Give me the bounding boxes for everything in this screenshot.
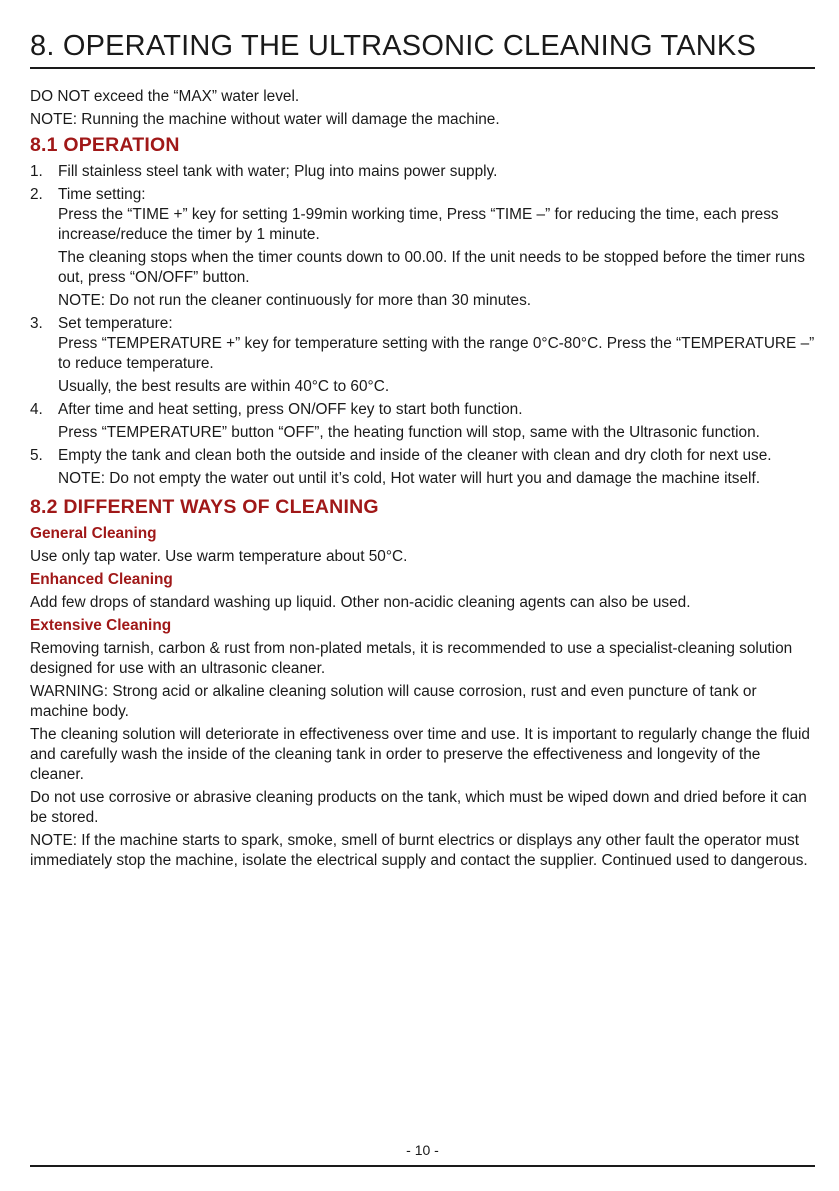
enhanced-text: Add few drops of standard washing up liquid. Other non-acidic cleaning agents can also be used. <box>30 594 691 611</box>
note-text: NOTE: If the machine starts to spark, smoke, smell of burnt electrics or displays any other fault the operator must immediately stop the machine, isolate the electrical supply and contact the supplier. Continued used to dangerous. <box>30 832 808 869</box>
extensive-text: Do not use corrosive or abrasive cleaning products on the tank, which must be wiped down and dried before it can be stored. <box>30 789 807 826</box>
top-divider <box>30 67 815 69</box>
step-number: 5. <box>30 447 43 464</box>
page-title: 8. OPERATING THE ULTRASONIC CLEANING TANKS <box>30 30 757 62</box>
step-number: 3. <box>30 315 43 332</box>
page-number: - 10 - <box>406 1142 439 1158</box>
step-note: NOTE: Do not run the cleaner continuously for more than 30 minutes. <box>58 292 532 309</box>
step-text: Empty the tank and clean both the outside and inside of the cleaner with clean and dry cloth for next use. <box>58 447 772 464</box>
step-2 <box>30 185 815 311</box>
step-text: Press “TEMPERATURE” button “OFF”, the heating function will stop, same with the Ultrasonic function. <box>58 424 760 441</box>
warning-text: WARNING: Strong acid or alkaline cleaning solution will cause corrosion, rust and even puncture of tank or machine body. <box>30 683 757 720</box>
extensive-text: Removing tarnish, carbon & rust from non-plated metals, it is recommended to use a specialist-cleaning solution designed for use with an ultrasonic cleaner. <box>30 640 793 677</box>
intro-note: NOTE: Running the machine without water will damage the machine. <box>30 111 500 128</box>
step-text: Set temperature: <box>58 315 173 332</box>
step-text: Time setting: <box>58 186 146 203</box>
step-4 <box>30 400 815 443</box>
step-note: NOTE: Do not empty the water out until it’s cold, Hot water will hurt you and damage the machine itself. <box>58 470 761 487</box>
step-number: 4. <box>30 401 43 418</box>
bottom-divider <box>30 1165 815 1167</box>
intro-warning: DO NOT exceed the “MAX” water level. <box>30 88 300 105</box>
step-text: The cleaning stops when the timer counts down to 00.00. If the unit needs to be stopped before the timer runs out, press “ON/OFF” button. <box>58 249 805 286</box>
section-heading-operation: 8.1 OPERATION <box>30 134 180 156</box>
step-number: 2. <box>30 186 43 203</box>
subheading-enhanced: Enhanced Cleaning <box>30 571 173 588</box>
step-text: Usually, the best results are within 40°C to 60°C. <box>58 378 390 395</box>
step-number: 1. <box>30 163 43 180</box>
extensive-text: The cleaning solution will deteriorate in effectiveness over time and use. It is important to regularly change the fluid and carefully wash the inside of the cleaning tank in order to preserve the effectiveness and longevity of the cleaner. <box>30 726 810 783</box>
step-text: After time and heat setting, press ON/OFF key to start both function. <box>58 401 523 418</box>
page-content <box>30 87 815 874</box>
step-text: Press “TEMPERATURE +” key for temperature setting with the range 0°C-80°C. Press the “TEMPERATURE –” to reduce temperature. <box>58 335 815 372</box>
step-3 <box>30 314 815 397</box>
subheading-extensive: Extensive Cleaning <box>30 617 172 634</box>
step-text: Press the “TIME +” key for setting 1-99min working time, Press “TIME –” for reducing the time, each press increase/reduce the timer by 1 minute. <box>58 206 779 243</box>
step-text: Fill stainless steel tank with water; Plug into mains power supply. <box>58 163 498 180</box>
general-text: Use only tap water. Use warm temperature about 50°C. <box>30 548 408 565</box>
subheading-general: General Cleaning <box>30 525 157 542</box>
step-5 <box>30 446 815 489</box>
operation-steps <box>30 162 815 489</box>
step-1 <box>30 162 815 182</box>
section-heading-cleaning: 8.2 DIFFERENT WAYS OF CLEANING <box>30 496 379 518</box>
